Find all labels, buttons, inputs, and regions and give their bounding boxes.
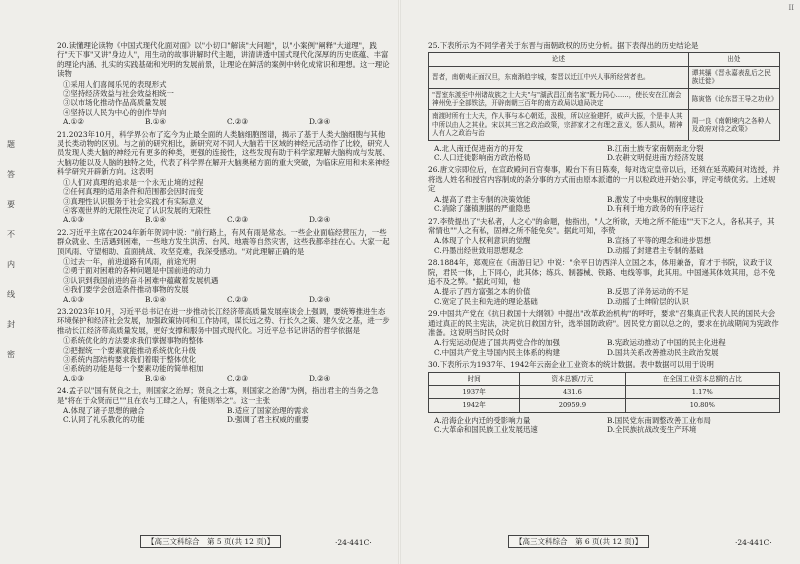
question-stem: 24.孟子以"国有贤良之士，则国家之治厚；贤良之士寡，则国家之治薄"为例，指出君主的当务之急是"将在于众贤而已""且在农与工肆之人，有能则举之"。这一主张 xyxy=(57,386,379,405)
question-stem: 20.读懂理论读物《中国式现代化面对面》以"小切口"解读"大问题"，以"小案例"阐释"大道理"，践行"天下事"又讲"身边人"，用生动的故事讲解时代主题，讲清讲透中国式现代化深厚的历史底蕴、丰富的理论内涵、扎实的实践基础和光明的发展前景，让理论在鲜活的案例中转化成常识和理想。这一理论读物 xyxy=(57,41,390,79)
margin-char: 密 xyxy=(7,350,15,359)
choice-a[interactable]: A.北人南迁促进南方的开发 xyxy=(434,143,523,153)
statement: ①过去一年，前进道路有风雨，前途光明 xyxy=(63,256,197,266)
table-header-row xyxy=(429,372,780,385)
question-23 xyxy=(57,307,391,383)
statement: ②坚持经济效益与社会效益相统一 xyxy=(63,89,174,99)
answer-choices xyxy=(428,195,780,214)
margin-char: 要 xyxy=(7,200,15,209)
question-stem: 21.2023年10月，科学界公布了迄今为止最全面的人类脑细胞图谱，揭示了基于人类大脑细胞与其他灵长类动物的区别。与之前的研究相比，新研究对不同人大脑若干区域的神经元活动作了比较，研究人员发现人类大脑的神经元有更多的种类，更强的连接性，这些发现有助于科学家理解大脑构成与发展、大脑功能以及人脑的独特之处，代表了科学界在解开大脑奥秘方面的重大突破，为临床应用和未来神经科学研究开辟新方向。这表明 xyxy=(57,129,390,177)
answer-choices xyxy=(428,416,780,435)
margin-char: 封 xyxy=(7,320,15,329)
margin-char: 题 xyxy=(7,140,15,149)
choice-a[interactable]: A.①③ xyxy=(63,373,84,383)
statement: ②把握统一个要素就能推动系统优化升级 xyxy=(63,345,197,355)
table-cell: 1942年 xyxy=(429,399,520,412)
margin-char: 内 xyxy=(7,260,15,269)
choice-b[interactable]: B.①④ xyxy=(145,117,167,127)
choice-d[interactable]: D.国共关系改善推动民主政治发展 xyxy=(607,347,719,357)
question-22 xyxy=(57,228,391,304)
margin-char: 线 xyxy=(7,290,15,299)
question-28 xyxy=(428,258,780,306)
choice-c[interactable]: C.②③ xyxy=(227,373,248,383)
binding-margin-text xyxy=(4,130,18,370)
table-cell: 陈寅恪《论东晋王导之功业》 xyxy=(688,88,779,110)
question-24 xyxy=(57,386,391,425)
choice-c[interactable]: C.消除了藩镇割据的严重隐患 xyxy=(434,204,531,214)
choice-a[interactable]: A.沿海企业内迁的受影响力量 xyxy=(434,415,531,425)
question-stem: 25.下表所示为不同学者关于东晋与南朝政权的历史分析。据下表得出的历史结论是 xyxy=(428,41,699,50)
question-stem: 26.唐文宗即位后，在宣政殿问百官奏事，殿台下有日陈奏，每对选定皇帝以后，还须在延英殿问对选授，并将选人姓名和授官内容制成的条分事的方式而由原本派遣的一月以粒政进开始公事，评定考绩优劣。上述规定 xyxy=(428,165,780,194)
table-cell: 431.6 xyxy=(520,386,625,399)
choice-d[interactable]: D.动摇了士绅阶层的认识 xyxy=(607,296,689,306)
question-30 xyxy=(428,360,780,434)
margin-char: 答 xyxy=(7,170,15,179)
choice-a[interactable]: A.体现了诸子思想的融合 xyxy=(63,406,145,416)
exam-code: ·24·441C· xyxy=(335,538,372,547)
table-row xyxy=(429,66,780,88)
choice-b[interactable]: B.①④ xyxy=(145,215,167,225)
choice-d[interactable]: D.②④ xyxy=(309,294,331,304)
statement: ④系统的功能是每一个要素功能的简单相加 xyxy=(63,364,204,374)
question-21 xyxy=(57,130,391,225)
choice-c[interactable]: C.丹墨出经世致用思想观念 xyxy=(434,245,524,255)
table-header: 出处 xyxy=(688,53,779,66)
choice-b[interactable]: B.激发了中央集权的制度建设 xyxy=(607,194,704,204)
question-20 xyxy=(57,41,391,127)
answer-choices xyxy=(428,287,780,306)
choice-a[interactable]: A.提高了君主专制的决策效能 xyxy=(434,194,531,204)
choice-d[interactable]: D.全民族抗战改变生产环境 xyxy=(607,425,697,435)
table-row xyxy=(429,386,780,399)
statement: ①系统优化的方法要求我们掌握事物的整体 xyxy=(63,336,204,346)
choice-a[interactable]: A.提示了西方富强之本的价值 xyxy=(434,287,531,297)
page-footer xyxy=(508,536,649,547)
choice-d[interactable]: D.②④ xyxy=(309,373,331,383)
question-stem: 23.2023年10月，习近平总书记在进一步推动长江经济带高质量发展座谈会上强调，要统筹推进生态环境保护和经济社会发展，加强政策协同和工作协同，谋长远之势、行长久之策、建久安之基，进一步推动长江经济带高质量发展，更好支撑和服务中国式现代化。习近平总书记讲话的哲学依据是 xyxy=(57,306,390,335)
page-number-label: 【高三文科综合 第 6 页(共 12 页)】 xyxy=(508,535,649,548)
choice-c[interactable]: C.人口迁徙影响南方政治格局 xyxy=(434,153,531,163)
table-header-row xyxy=(429,53,780,66)
choice-d[interactable]: D.动摇了封建君主专制的基础 xyxy=(607,245,704,255)
statement: ④坚持以人民为中心的创作导向 xyxy=(63,107,167,117)
sources-table xyxy=(428,52,780,140)
table-cell: 10.80% xyxy=(625,399,779,412)
table-row xyxy=(429,88,780,110)
choice-b[interactable]: B.国民党东南调整改善工业布局 xyxy=(607,415,711,425)
question-stem: 29.中国共产党在《抗日救国十大纲领》中提出"改革政治机构"的呼吁，要求"召集真正代表人民的国民大会通过真正的民主宪法，决定抗日救国方针，选举国防政府"。因民党方面以总之的，要求在抗战期间为宪政作准备。这说明当时民众时 xyxy=(428,309,779,337)
answer-choices xyxy=(57,374,391,383)
answer-choices xyxy=(57,406,391,425)
choice-a[interactable]: A.行宪运动促进了国共两党合作的加强 xyxy=(434,338,560,348)
choice-c[interactable]: C.认同了礼乐教化的功能 xyxy=(63,415,145,425)
answer-choices xyxy=(428,338,780,357)
choice-b[interactable]: B.江南士族专家南朝南北分裂 xyxy=(607,143,704,153)
statement: ②任何真理的适用条件和范围都会因时而变 xyxy=(63,187,204,197)
answer-choices xyxy=(428,236,780,255)
answer-choices xyxy=(57,117,391,126)
page-footer xyxy=(140,536,281,547)
choice-c[interactable]: C.②③ xyxy=(227,215,248,225)
right-page xyxy=(400,0,800,564)
statement: ③真理性认识服务于社会实践才有实际意义 xyxy=(63,196,204,206)
table-cell: 1.17% xyxy=(625,386,779,399)
choice-d[interactable]: D.③④ xyxy=(309,117,331,127)
statement: ③以市场化推动作品高质量发展 xyxy=(63,98,167,108)
choice-b[interactable]: B.适应了国家治理的需求 xyxy=(227,406,309,416)
choice-c[interactable]: C.宽定了民主和先进的理论基础 xyxy=(434,296,538,306)
choice-c[interactable]: C.②③ xyxy=(227,117,248,127)
statement: ①人们对真理的追求是一个永无止境的过程 xyxy=(63,177,204,187)
table-cell: 南渡时所有士大夫，作人事与本心朝廷，汲极，所以应验建阡，威声大振，个是非人其中所以由人之其业。宋以其三宫之政治政策，宗辞家才之有理之意义，惩人损从，精神人有人之政治与治 xyxy=(429,110,689,140)
table-row xyxy=(429,399,780,412)
table-header: 在全国工业资本总额的占比 xyxy=(625,372,779,385)
table-cell: 周一良《南朝境内之各种人及政府对待之政策》 xyxy=(688,110,779,140)
table-row xyxy=(429,110,780,140)
choice-c[interactable]: C.中国共产党主导国内民主体系的构建 xyxy=(434,347,560,357)
page-number-label: 【高三文科综合 第 5 页(共 12 页)】 xyxy=(140,535,281,548)
question-stem: 22.习近平主席在2024年新年贺词中说："前行路上，有风有雨是常态。一些企业面临经营压力，一些群众就业、生活遇到困难，一些地方发生洪涝、台风、地震等自然灾害，这些我都牵挂在心。大家一起顶风雨、守望相助、直面挑战、攻坚克难，我深受感动。"对此理解正确的是 xyxy=(57,227,390,256)
table-header: 论述 xyxy=(429,53,689,66)
exam-code: ·24·441C· xyxy=(735,538,772,547)
choice-c[interactable]: C.②③ xyxy=(227,294,248,304)
right-column xyxy=(428,41,780,438)
left-column xyxy=(57,41,391,428)
choice-d[interactable]: D.强调了君主权威的重要 xyxy=(227,415,309,425)
choice-d[interactable]: D.农耕文明促进南方经济发展 xyxy=(607,153,704,163)
capital-table xyxy=(428,372,780,413)
table-cell: 1937年 xyxy=(429,386,520,399)
choice-a[interactable]: A.①③ xyxy=(63,294,84,304)
choice-d[interactable]: D.②④ xyxy=(309,215,331,225)
question-stem: 27.李贽提出了"夫私者，人之心"的命题，他指出，"人之所欲，天地之所不能违""天下之人，各私其子，其常情也""人之有私，固禅之所不能免矣"。据此可知，李贽 xyxy=(428,216,775,235)
statement: ②勇于面对困难的各种问题是中国前进的动力 xyxy=(63,266,211,276)
corner-mark: II xyxy=(788,4,794,12)
statement: ③系统内部结构要求我们着眼于整体优化 xyxy=(63,355,197,364)
answer-choices xyxy=(57,215,391,224)
choice-b[interactable]: B.反思了洋务运动的不足 xyxy=(607,287,689,297)
choice-b[interactable]: B.宣扬了平等的理念和进步思想 xyxy=(607,236,711,246)
question-29 xyxy=(428,309,780,357)
choice-a[interactable]: A.①② xyxy=(63,117,84,127)
question-27 xyxy=(428,217,780,256)
table-cell: 谭其骧《晋永嘉表乱后之民族迁徙》 xyxy=(688,66,779,88)
choice-d[interactable]: D.有利于地方政务的有序运行 xyxy=(607,204,704,214)
choice-b[interactable]: B.①④ xyxy=(145,373,167,383)
table-header: 时间 xyxy=(429,372,520,385)
margin-char: 不 xyxy=(7,230,15,239)
choice-a[interactable]: A.①③ xyxy=(63,215,84,225)
table-cell: "晋室东渡至中州诸故族之士大夫"与"湖武昌江南名家"既力同心……，使长安在江南会神州免于全部铁法，开辟南朝三百年的南方政局以迪局决定 xyxy=(429,88,689,110)
table-header: 资本总额/万元 xyxy=(520,372,625,385)
choice-b[interactable]: B.宪政运动推动了中国的民主化进程 xyxy=(607,338,726,348)
statement: ①采用人们喜闻乐见的表现形式 xyxy=(63,79,167,89)
statement: ④我们要学会创造条件推动事物的发展 xyxy=(63,285,189,295)
table-cell: 20959.9 xyxy=(520,399,625,412)
statement: ③认识到我国前进的奋斗困难中蕴藏着发展机遇 xyxy=(63,275,219,285)
question-stem: 28.1884年，郑观应在《南游日记》中说："余平日访西洋人立国之本，体用兼备，育才于书院，议政于议院，君民一体，上下同心，此其体；练兵、制器械、铁路、电线等事，此其用。中国递其体效其用，总不免追不及之弊。"据此可知，他 xyxy=(428,258,776,286)
table-cell: 晋者，南朝夷正面汉旦，东南渐趋宇城，秦晋以迁江中兴人事所经营者也。 xyxy=(429,66,689,88)
answer-choices xyxy=(428,144,780,163)
choice-c[interactable]: C.大革命和国民族工业发展迅速 xyxy=(434,425,538,435)
question-stem: 30.下表所示为1937年、1942年云南企业工业资本的统计数据。表中数据可以用于说明 xyxy=(428,360,714,370)
choice-a[interactable]: A.体现了个人权利意识的觉醒 xyxy=(434,236,531,246)
answer-choices xyxy=(57,295,391,304)
question-26 xyxy=(428,165,780,213)
statement: ④客观世界的无限性决定了认识发展的无限性 xyxy=(63,205,211,215)
choice-b[interactable]: B.①④ xyxy=(145,294,167,304)
question-25 xyxy=(428,41,780,162)
